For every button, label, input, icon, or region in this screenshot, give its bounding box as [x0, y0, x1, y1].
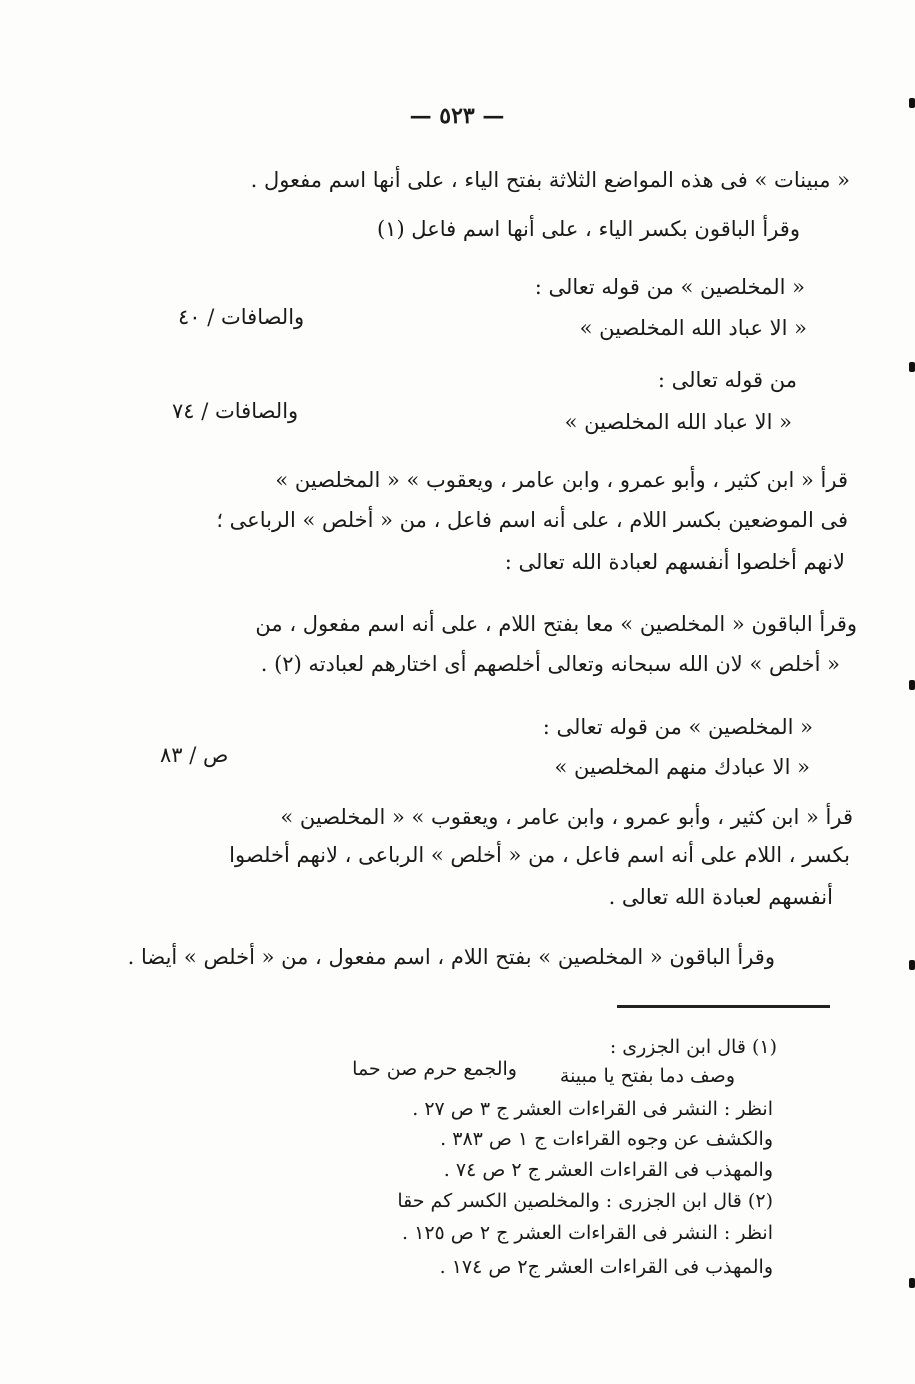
footnote-verse-part: والجمع حرم صن حما: [352, 1058, 517, 1080]
text-line: فى الموضعين بكسر اللام ، على أنه اسم فاعل ، من « أخلص » الرباعى ؛: [216, 508, 848, 532]
text-line: وقرأ الباقون « المخلصين » بفتح اللام ، اسم مفعول ، من « أخلص » أيضا .: [127, 945, 775, 969]
text-line: قرأ « ابن كثير ، وأبو عمرو ، وابن عامر ، ويعقوب » « المخلصين »: [280, 805, 853, 829]
quote-intro: من قوله تعالى :: [657, 368, 797, 392]
binding-mark: [909, 960, 915, 970]
text-line: وقرأ الباقون « المخلصين » معا بفتح اللام ، على أنه اسم مفعول ، من: [255, 612, 857, 636]
footnote-line: (١) قال ابن الجزرى :: [609, 1036, 777, 1058]
quote-intro: « المخلصين » من قوله تعالى :: [542, 715, 813, 739]
footnote-line: انظر : النشر فى القراءات العشر ج ٢ ص ١٢٥ .: [402, 1222, 773, 1244]
binding-mark: [909, 362, 915, 372]
quranic-quote: « الا عباد الله المخلصين »: [579, 316, 807, 340]
footnote-line: (٢) قال ابن الجزرى : والمخلصين الكسر كم حقا: [397, 1190, 773, 1212]
text-line: لانهم أخلصوا أنفسهم لعبادة الله تعالى :: [504, 550, 845, 574]
footnote-line: والمهذب فى القراءات العشر ج٢ ص ١٧٤ .: [439, 1256, 773, 1278]
page-number: — ٥٢٣ —: [409, 103, 505, 129]
footnote-verse-part: وصف دما بفتح يا مبينة: [559, 1065, 735, 1087]
text-line: « أخلص » لان الله سبحانه وتعالى أخلصهم أى اختارهم لعبادته (٢) .: [260, 652, 840, 676]
surah-reference: ص / ٨٣: [160, 743, 229, 767]
surah-reference: والصافات / ٤٠: [178, 305, 305, 329]
surah-reference: والصافات / ٧٤: [172, 399, 299, 423]
quranic-quote: « الا عبادك منهم المخلصين »: [554, 755, 810, 779]
text-line: قرأ « ابن كثير ، وأبو عمرو ، وابن عامر ، ويعقوب » « المخلصين »: [275, 468, 848, 492]
binding-mark: [909, 680, 915, 690]
footnote-line: انظر : النشر فى القراءات العشر ج ٣ ص ٢٧ .: [412, 1098, 773, 1120]
text-line: بكسر ، اللام على أنه اسم فاعل ، من « أخلص » الرباعى ، لانهم أخلصوا: [229, 843, 850, 867]
text-line: أنفسهم لعبادة الله تعالى .: [608, 885, 833, 909]
text-line: « مبينات » فى هذه المواضع الثلاثة بفتح الياء ، على أنها اسم مفعول .: [250, 168, 850, 192]
binding-mark: [909, 1278, 915, 1288]
footnote-line: والكشف عن وجوه القراءات ج ١ ص ٣٨٣ .: [440, 1128, 773, 1150]
text-line: وقرأ الباقون بكسر الياء ، على أنها اسم فاعل (١): [376, 217, 800, 241]
binding-mark: [909, 98, 915, 108]
quote-intro: « المخلصين » من قوله تعالى :: [534, 275, 805, 299]
quranic-quote: « الا عباد الله المخلصين »: [564, 410, 792, 434]
footnote-divider: [617, 1005, 830, 1008]
footnote-line: والمهذب فى القراءات العشر ج ٢ ص ٧٤ .: [443, 1159, 773, 1181]
